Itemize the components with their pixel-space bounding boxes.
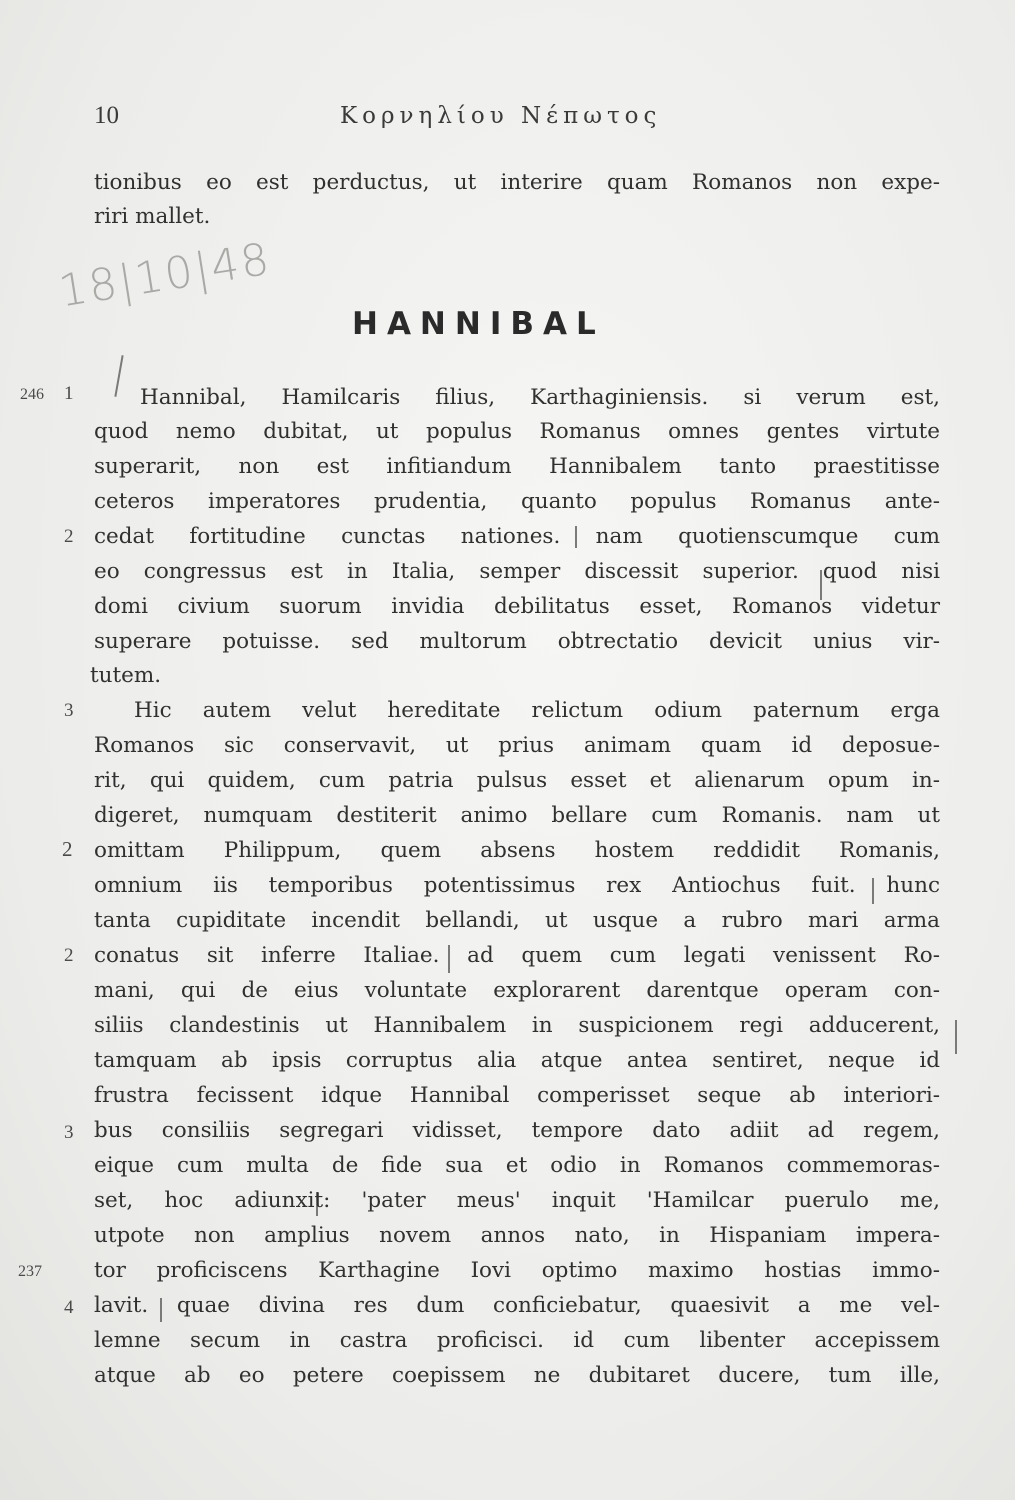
- text-line: lemne secum in castra proficisci. id cum libenter accepissem: [94, 1328, 940, 1353]
- margin-section-number: 2: [64, 526, 74, 547]
- text-line: eo congressus est in Italia, semper discessit superior. quod nisi: [94, 559, 940, 584]
- page-number: 10: [94, 102, 119, 129]
- margin-section-number: 2: [64, 945, 74, 966]
- pencil-mark: [955, 1020, 957, 1054]
- text-line: bus consiliis segregari vidisset, tempore dato adiit ad regem,: [94, 1118, 940, 1143]
- text-line: mani, qui de eius voluntate explorarent darentque operam con-: [94, 978, 940, 1003]
- text-line: cedat fortitudine cunctas nationes. nam quotienscumque cum: [94, 524, 940, 549]
- text-line: siliis clandestinis ut Hannibalem in suspicionem regi adducerent,: [94, 1013, 940, 1038]
- text-line: Romanos sic conservavit, ut prius animam quam id deposue-: [94, 733, 940, 758]
- margin-page-ref: 237: [18, 1263, 42, 1280]
- text-line: superare potuisse. sed multorum obtrectatio devicit unius vir-: [94, 629, 940, 654]
- text-line: omnium iis temporibus potentissimus rex Antiochus fuit. hunc: [94, 873, 940, 898]
- running-title: Κορνηλίου Νέπωτος: [340, 103, 662, 129]
- text-line: ceteros imperatores prudentia, quanto populus Romanus ante-: [94, 489, 940, 514]
- pencil-mark: [114, 355, 123, 397]
- margin-section-number: 3: [64, 700, 74, 721]
- intro-line: riri mallet.: [94, 204, 211, 229]
- text-line: tamquam ab ipsis corruptus alia atque antea sentiret, neque id: [94, 1048, 940, 1073]
- text-line: atque ab eo petere coepissem ne dubitaret ducere, tum ille,: [94, 1363, 940, 1388]
- text-line: tor proficiscens Karthagine Iovi optimo maximo hostias immo-: [94, 1258, 940, 1283]
- margin-section-number: 3: [64, 1122, 74, 1143]
- margin-section-number: 4: [64, 1297, 74, 1318]
- text-line: quod nemo dubitat, ut populus Romanus omnes gentes virtute: [94, 419, 940, 444]
- margin-section-number: 2: [62, 837, 73, 861]
- section-heading: HANNIBAL: [352, 306, 605, 342]
- text-line: lavit. quae divina res dum conficiebatur, quaesivit a me vel-: [94, 1293, 940, 1318]
- text-line: omittam Philippum, quem absens hostem reddidit Romanis,: [94, 838, 940, 863]
- text-line: digeret, numquam destiterit animo bellare cum Romanis. nam ut: [94, 803, 940, 828]
- text-line: utpote non amplius novem annos nato, in Hispaniam impera-: [94, 1223, 940, 1248]
- intro-line: tionibus eo est perductus, ut interire quam Romanos non expe-: [94, 170, 940, 195]
- text-line: tutem.: [90, 663, 162, 688]
- text-line: superarit, non est infitiandum Hannibalem tanto praestitisse: [94, 454, 940, 479]
- text-line: domi civium suorum invidia debilitatus esset, Romanos videtur: [94, 594, 940, 619]
- text-line: eique cum multa de fide sua et odio in Romanos commemoras-: [94, 1153, 940, 1178]
- margin-page-ref: 246: [20, 386, 44, 403]
- text-line: Hannibal, Hamilcaris filius, Karthaginiensis. si verum est,: [140, 385, 940, 410]
- text-line: Hic autem velut hereditate relictum odium paternum erga: [134, 698, 940, 723]
- text-line: conatus sit inferre Italiae. ad quem cum legati venissent Ro-: [94, 943, 940, 968]
- text-line: set, hoc adiunxit: 'pater meus' inquit 'Hamilcar puerulo me,: [94, 1188, 940, 1213]
- margin-section-number: 1: [64, 383, 74, 404]
- handwritten-date-annotation: 18|10|48: [55, 233, 275, 318]
- text-line: frustra fecissent idque Hannibal comperisset seque ab interiori-: [94, 1083, 940, 1108]
- text-line: rit, qui quidem, cum patria pulsus esset et alienarum opum in-: [94, 768, 940, 793]
- text-line: tanta cupiditate incendit bellandi, ut usque a rubro mari arma: [94, 908, 940, 933]
